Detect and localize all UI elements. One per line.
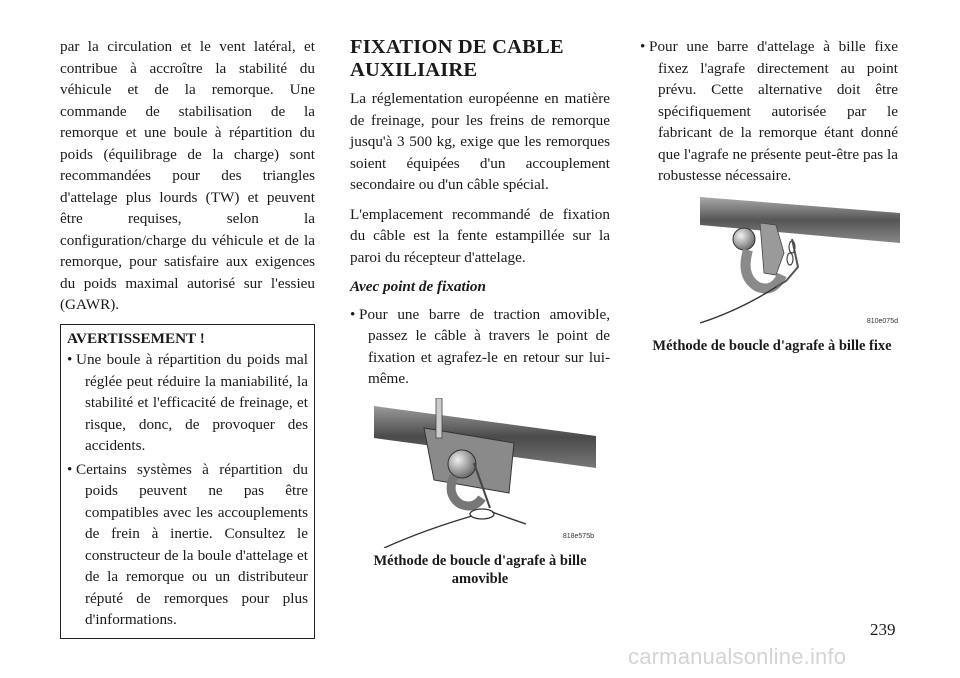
intro-paragraph: par la circulation et le vent latéral, et contribue à accroître la stabilité du véhicule et de la remorque. Une commande de stabilisation de la remorque et une boule à répartition du poids (équilibrage de la charge) sont recommandées pour des triangles d'attelage plus lourds (TW) et peuvent être requises, selon la configuration/charge du véhicule et de la remorque, pour satisfaire aux exigences du poids maximal autorisé sur l'essieu (GAWR). [60,38,315,313]
warning-list [67,349,308,631]
page-number: 239 [870,620,896,639]
watermark: carmanualsonline.info [628,644,847,669]
fixed-hitch-figure [700,195,900,333]
location-paragraph: L'emplacement recommandé de fixation du câble est la fente estampillée sur la paroi du récepteur d'attelage. [350,205,610,266]
removable-bar-item: • Pour une barre de traction amovible, passez le câble à travers le point de fixation et agrafez-le en retour sur lui-même. [350,304,610,390]
subheading: Avec point de fixation [350,278,486,295]
removable-bar-list [350,304,610,390]
left-column [60,36,315,639]
warning-box [60,324,315,639]
regulation-paragraph: La réglementation européenne en matière de freinage, pour les freins de remorque jusqu'à 3 500 kg, exige que les remorques soient équipées d'un accouplement secondaire ou d'un câble spécial. [350,90,610,193]
figure-code: 810e075d [866,318,898,325]
warning-item: • Une boule à répartition du poids mal réglée peut réduire la maniabilité, la stabilité et l'efficacité de freinage, et risque, donc, de provoquer des accidents. [67,349,308,457]
fixed-bar-list [640,36,898,187]
warning-item: • Certains systèmes à répartition du poids peuvent ne pas être compatibles avec les accouplements de frein à inertie. Consultez le constructeur de la boule d'attelage et de la remorque ou un distributeur réputé de remorques pour plus d'informations. [67,459,308,631]
warning-title: AVERTISSEMENT ! [67,329,205,347]
middle-column [350,36,610,588]
figure-code: 818e575b [562,533,594,540]
fixed-bar-item: • Pour une barre d'attelage à bille fixe fixez l'agrafe directement au point prévu. Cette alternative doit être spécifiquement autorisée par le fabricant de la remorque étant donné que l'agrafe ne présente peut-être pas la robustesse nécessaire. [640,36,898,187]
section-heading: FIXATION DE CABLE AUXILIAIRE [350,36,564,81]
figure-caption: Méthode de boucle d'agrafe à bille fixe [652,337,892,354]
figure-caption: Méthode de boucle d'agrafe à bille amovible [373,552,587,587]
removable-hitch-figure [364,398,596,548]
right-column [640,36,898,355]
removable-hitch-illustration [364,398,596,548]
